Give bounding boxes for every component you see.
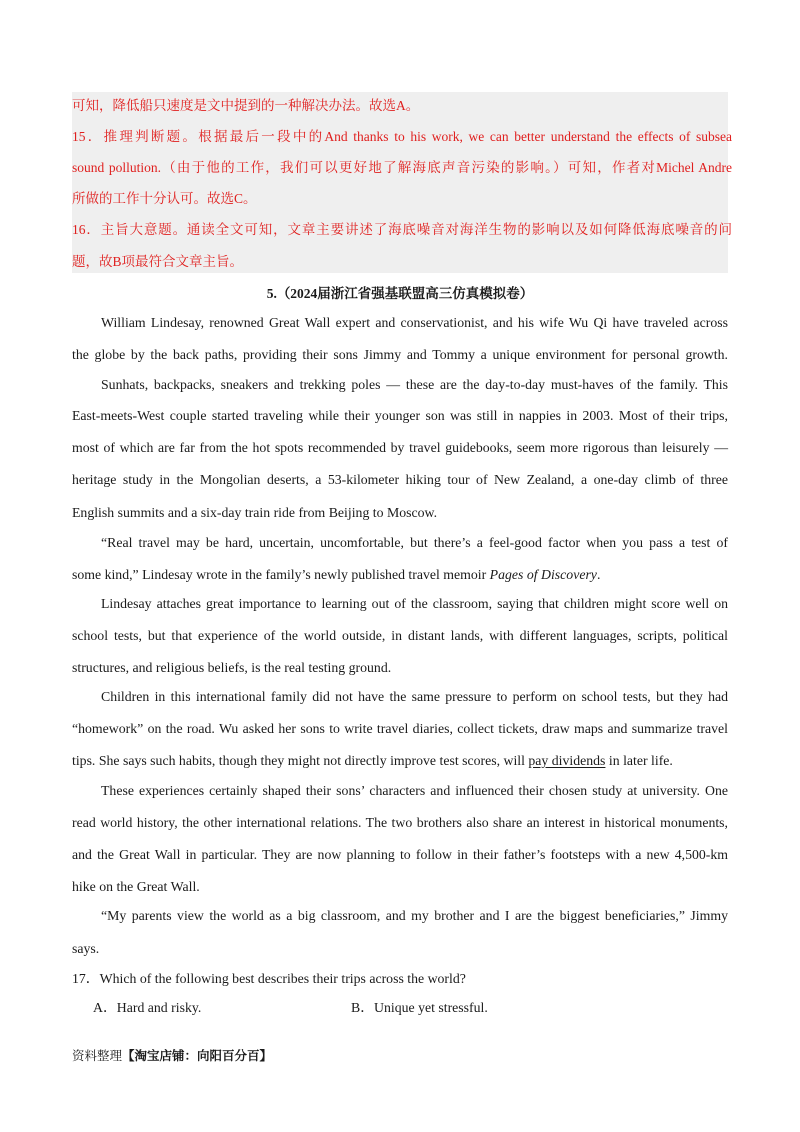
option-a: A．Hard and risky.: [93, 1000, 202, 1015]
question-stem: 17．Which of the following best describes their trips across the world?: [72, 971, 466, 986]
passage-line: [72, 565, 728, 585]
answer-line-1: 可知，降低船只速度是文中提到的一种解决办法。故选A。: [72, 98, 420, 113]
passage-line: structures, and religious beliefs, is the real testing ground.: [72, 660, 392, 675]
footer-source: [72, 1046, 272, 1066]
passage-text: tips. She says such habits, though they might not directly improve test scores, will: [72, 753, 529, 768]
passage-line: says.: [72, 941, 100, 956]
answer-line-2: 15．推理判断题。根据最后一段中的And thanks to his work, we can better understand the effects of subsea: [72, 129, 732, 144]
passage-text: in later life.: [605, 753, 673, 768]
passage-line: the globe by the back paths, providing their sons Jimmy and Tommy a unique environment for personal growth.: [72, 347, 728, 362]
answer-line-5: 16．主旨大意题。通读全文可知，文章主要讲述了海底噪音对海洋生物的影响以及如何降低海底噪音的问: [72, 222, 732, 237]
passage-line: read world history, the other international relations. The two brothers also share an interest in historical monuments,: [72, 815, 728, 830]
answer-line-3: sound pollution.（由于他的工作，我们可以更好地了解海底声音污染的影响。）可知，作者对Michel Andre: [72, 160, 732, 175]
passage-line: “Real travel may be hard, uncertain, uncomfortable, but there’s a feel-good factor when you pass a test of: [101, 535, 728, 550]
footer-prefix: 资料整理: [72, 1049, 123, 1063]
passage-text: some kind,” Lindesay wrote in the family’s newly published travel memoir: [72, 567, 490, 582]
underlined-phrase: pay dividends: [528, 753, 606, 768]
passage-line: English summits and a six-day train ride from Beijing to Moscow.: [72, 505, 438, 520]
book-title: Pages of Discovery: [489, 567, 597, 582]
answer-explanation-box: [72, 92, 728, 273]
answer-line-6: 题，故B项最符合文章主旨。: [72, 254, 244, 269]
passage-line: and the Great Wall in particular. They are now planning to follow in their father’s footsteps with a new 4,500-km: [72, 847, 728, 862]
section-title: 5.（2024届浙江省强基联盟高三仿真模拟卷）: [266, 286, 534, 301]
passage-line: East-meets-West couple started traveling while their younger son was still in nappies in 2003. Most of their trips,: [72, 408, 728, 423]
passage-line: hike on the Great Wall.: [72, 879, 200, 894]
passage-line: Children in this international family did not have the same pressure to perform on school tests, but they had: [101, 689, 728, 704]
passage-line: These experiences certainly shaped their sons’ characters and influenced their chosen study at university. One: [101, 783, 728, 798]
passage-line: William Lindesay, renowned Great Wall expert and conservationist, and his wife Wu Qi have traveled across: [101, 315, 728, 330]
option-b: B．Unique yet stressful.: [351, 1000, 488, 1015]
footer-shop: 【淘宝店铺：向阳百分百】: [122, 1049, 273, 1063]
passage-line: [72, 751, 728, 771]
passage-line: Sunhats, backpacks, sneakers and trekking poles — these are the day-to-day must-haves of the family. This: [101, 377, 728, 392]
passage-line: Lindesay attaches great importance to learning out of the classroom, saying that children might score well on: [101, 596, 728, 611]
passage-line: most of which are far from the hot spots recommended by travel guidebooks, seem more rigorous than leisurely —: [72, 440, 728, 455]
passage-line: heritage study in the Mongolian deserts, a 53-kilometer hiking tour of New Zealand, a one-day climb of three: [72, 472, 728, 487]
passage-text: .: [596, 567, 601, 582]
passage-line: “My parents view the world as a big classroom, and my brother and I are the biggest beneficiaries,” Jimmy: [101, 908, 728, 923]
passage-line: “homework” on the road. Wu asked her sons to write travel diaries, collect tickets, draw maps and summarize travel: [72, 721, 728, 736]
answer-line-4: 所做的工作十分认可。故选C。: [72, 191, 257, 206]
passage-line: school tests, but that experience of the world outside, in distant lands, with different languages, scripts, political: [72, 628, 728, 643]
